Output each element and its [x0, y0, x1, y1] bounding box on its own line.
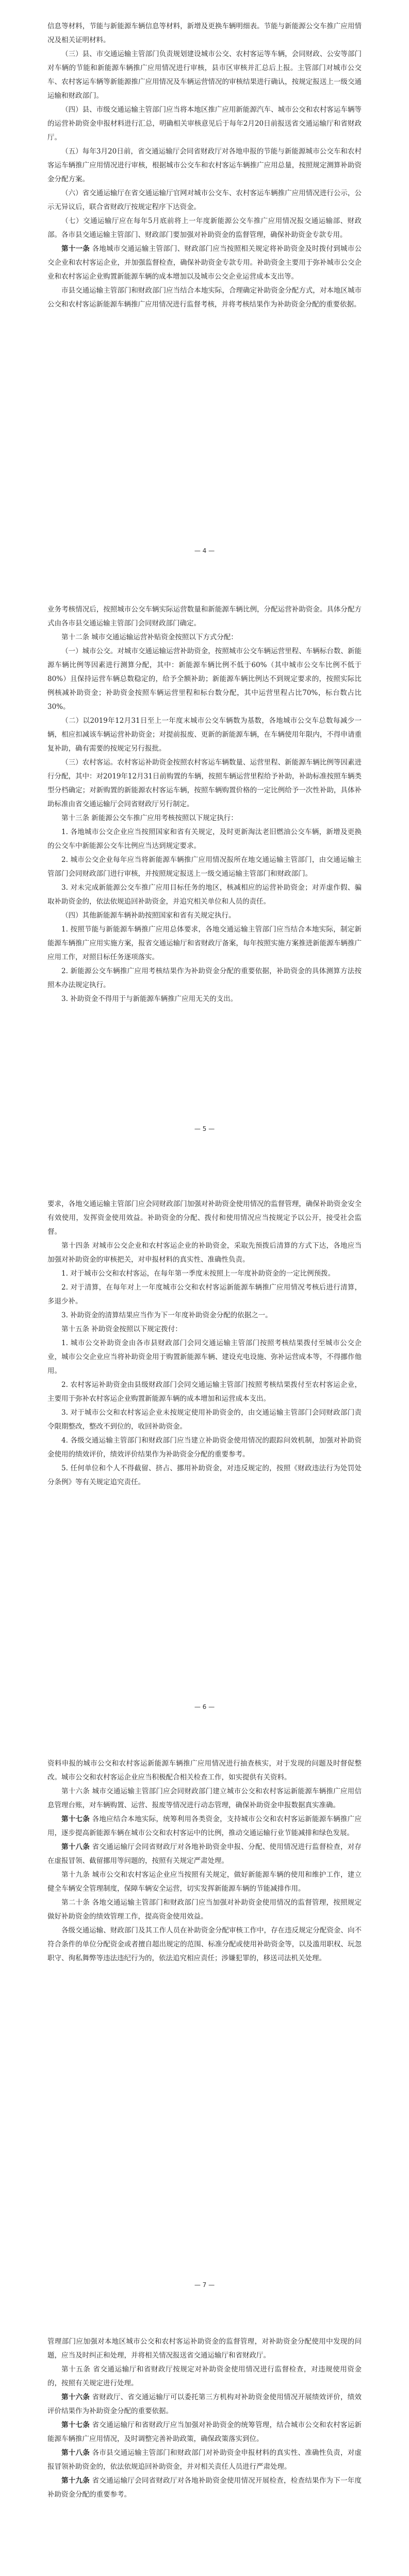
- paragraph: 第十三条 新能源公交车推广应用考核按照以下规定执行：: [61, 814, 238, 822]
- paragraph: 业务考核情况后，按照城市公交车辆实际运营数量和新能源车辆比例，分配运营补助资金。具体分配方式由各市县交通运输主管部门会同财政部门确定。: [47, 605, 362, 628]
- article-number: 第十九条: [61, 2477, 90, 2485]
- paragraph-text: 各地应结合本地实际，统筹利用各类资金，支持城市公交和农村客运新能源车辆推广应用，逐步提高新能源车辆在城市公交和农村客运中的比例，推动交通运输行业节能减排和绿色发展。: [47, 1815, 362, 1837]
- paragraph: 5. 任何单位和个人不得截留、挤占、挪用补助资金，对违反规定的，按照《财政违法行为处罚处分条例》等有关规定追究责任。: [47, 1464, 362, 1486]
- paragraph: 3. 对未完成新能源公交车推广应用目标任务的地区，核减相应的运营补助资金；对弄虚作假、骗取补助资金的，依法依规追回补助资金，并追究相关单位和人员的责任。: [47, 884, 362, 906]
- article-number: 第十八条: [61, 2449, 90, 2457]
- paragraph: 信息等材料，节能与新能源车辆信息等材料，新增及更换车辆明细表。节能与新能源公交车推广应用情况及相关证明材料。: [47, 22, 362, 44]
- paragraph: （四）县、市级交通运输主管部门应当将本地区推广应用新能源汽车、城市公交和农村客运车辆等的运营补助资金申报材料进行汇总，明确相关审核意见后于每年2月20日前报送省交通运输厅和省财政厅。: [47, 106, 362, 142]
- paragraph: （七）交通运输厅应在每年5月底前将上一年度新能源公交车推广应用情况报交通运输部、财政部。各市县交通运输主管部门、财政部门要加强对补助资金的监督管理，确保补助资金专款专用。: [47, 217, 362, 239]
- paragraph: 2. 对于清算，在每年对上一年度城市公交和农村客运新能源车辆推广应用情况考核后进行清算，多退少补。: [47, 1283, 362, 1306]
- paragraph: 1. 各地城市公交企业应当按照国家和省有关规定，及时更新淘汰老旧燃油公交车辆，新增及更换的公交车中新能源公交车比例应当达到规定要求。: [47, 828, 362, 850]
- document-page-3: [0, 1156, 409, 1734]
- paragraph-text: 省交通运输厅和省财政厅应当加强对补助资金的统筹管理，结合城市公交和农村客运新能源车辆推广应用情况，及时调整完善补助政策，确保政策落实到位。: [47, 2421, 362, 2443]
- paragraph: 1. 对于城市公交和农村客运，在每年第一季度末按照上一年度补助资金的一定比例预拨。: [61, 1269, 335, 1278]
- paragraph: （五）每年3月20日前，省交通运输厅会同省财政厅对各地申报的节能与新能源城市公交车和农村客运车辆推广应用情况进行审核，根据城市公交车和农村客运车辆推广应用总量，按照规定测算补助资金分配方案。: [47, 147, 362, 183]
- paragraph: 要求，各地交通运输主管部门应会同财政部门加强对补助资金使用情况的监督管理，确保补助资金安全有效使用，发挥资金使用效益。补助资金的分配、拨付和使用情况应当按规定予以公开，接受社会监督。: [47, 1200, 362, 1236]
- page-1-text: [47, 20, 362, 312]
- paragraph: （四）其他新能源车辆补助按照国家和省有关规定执行。: [61, 911, 236, 920]
- paragraph: （二）以2019年12月31日至上一年度末城市公交车辆数为基数，各地城市公交车总数每减少一辆，相应扣减该车辆运营补助资金；对提前报废、更新的新能源车辆，在车辆使用年限内，不得申请重复补助，确有需要的按规定另行报批。: [47, 717, 362, 753]
- paragraph: 第十六条 城市交通运输主管部门应会同财政部门建立城市公交和农村客运新能源车辆推广应用信息管理台账，对车辆购置、运营、报废等情况进行动态管理，确保补助资金申报数据真实准确。: [47, 1787, 362, 1809]
- page-number: — 6 —: [194, 1703, 215, 1710]
- article-number: 第十七条: [61, 2421, 90, 2429]
- paragraph: 1. 城市公交补助资金由各市县财政部门会同交通运输主管部门按照考核结果拨付至城市公交企业，城市公交企业应当将补助资金用于购置新能源车辆、建设充电设施、弥补运营成本等，不得挪作他用。: [47, 1339, 362, 1375]
- paragraph: 4. 各级交通运输主管部门和财政部门应当建立补助资金使用情况的跟踪问效机制，加强对补助资金使用的绩效评价，绩效评价结果作为补助资金分配的重要参考。: [47, 1436, 362, 1459]
- page-4-text: [47, 1757, 362, 1965]
- paragraph-text: 省财政厅、省交通运输厅可以委托第三方机构对补助资金使用情况开展绩效评价，绩效评价结果作为补助资金分配的重要依据。: [47, 2393, 362, 2415]
- page-number: — 4 —: [194, 547, 215, 554]
- document-page-2: [0, 578, 409, 1156]
- paragraph: 资料申报的城市公交和农村客运新能源车辆推广应用情况进行抽查核实，对于发现的问题及时督促整改。城市公交和农村客运企业应当积极配合相关检查工作，如实提供有关资料。: [47, 1759, 362, 1782]
- article-number: 第十八条: [61, 1843, 90, 1851]
- paragraph: 3. 补助资金不得用于与新能源车辆推广应用无关的支出。: [61, 995, 238, 1003]
- page-3-text: [47, 1197, 362, 1489]
- paragraph: [47, 2418, 362, 2446]
- page-number: — 7 —: [194, 2281, 215, 2289]
- paragraph: 3. 对于城市公交和农村客运企业未按规定使用补助资金的，由交通运输主管部门会同财政部门责令限期整改，整改不到位的，收回补助资金。: [47, 1409, 362, 1431]
- paragraph: 2. 城市公交企业每年应当将新能源车辆推广应用情况报所在地交通运输主管部门，由交通运输主管部门会同财政部门进行审核，并按照规定报送上一级交通运输主管部门和财政部门。: [47, 856, 362, 878]
- paragraph: 第十五条 补助资金按照以下规定拨付：: [61, 1325, 182, 1333]
- paragraph: 管理部门应加强对本地区城市公交和农村客运补助资金的监督管理，对补助资金分配使用中发现的问题，应当及时纠正和处理，并将相关情况报送省交通运输厅和省财政厅。: [47, 2337, 362, 2360]
- paragraph: 3. 补助资金的清算结果应当作为下一年度补助资金分配的依据之一。: [61, 1311, 272, 1319]
- paragraph: [47, 1840, 362, 1868]
- paragraph: [47, 242, 362, 284]
- paragraph: [47, 1812, 362, 1840]
- paragraph: 第二十条 各地交通运输主管部门和财政部门应当加强对补助资金使用情况的监督管理，按照规定做好补助资金的绩效管理工作，提高资金使用效益。: [47, 1899, 362, 1921]
- paragraph: 第十九条 城市公交和农村客运企业应当按照有关规定，做好新能源车辆的使用和维护工作，建立健全车辆安全管理制度，保障车辆安全运营，切实发挥新能源车辆的节能减排作用。: [47, 1871, 362, 1893]
- paragraph: 1. 按照节能与新能源车辆推广应用总体要求，各地交通运输主管部门应当结合本地实际，制定新能源车辆推广应用实施方案，报省交通运输厅和省财政厅备案，每年按照实施方案推进新能源车辆推广应用工作，对照目标任务逐项落实。: [47, 925, 362, 961]
- paragraph: [47, 2446, 362, 2474]
- article-number: 第十一条: [61, 245, 90, 253]
- paragraph-text: 省交通运输厅会同省财政厅对各地补助资金使用情况开展检查，检查结果作为下一年度补助资金分配的重要参考。: [47, 2477, 362, 2499]
- page-number: — 5 —: [194, 1125, 215, 1132]
- article-number: 第十六条: [61, 2393, 90, 2401]
- paragraph-text: 省交通运输厅会同省财政厅对各地补助资金申报、分配、使用情况进行监督检查，对存在虚报冒领、截留挪用等问题的，按照有关规定严肃处理。: [47, 1843, 362, 1865]
- document-page-4: [0, 1734, 409, 2312]
- paragraph: （一）城市公交。对城市交通运输运营补助资金，按照城市公交车辆运营里程、车辆标台数、新能源车辆比例等因素进行测算分配，其中：新能源车辆比例不低于60%（其中城市公交车比例不低于80%）且保持运营车辆总数稳定的，给予全额补助；新能源车辆比例达不到规定要求的，按照实际比例核减补助资金；补助资金按照车辆运营里程和标台数分配，其中运营里程占比70%，标台数占比30%。: [47, 647, 362, 711]
- paragraph-text: 各市县交通运输主管部门和财政部门对补助资金申报材料的真实性、准确性负责，对虚报冒领补助资金的，依法依规追回补助资金，并对相关责任人员进行严肃处理。: [47, 2449, 362, 2471]
- paragraph: [47, 2391, 362, 2418]
- paragraph: 各级交通运输、财政部门及其工作人员在补助资金分配审核工作中，存在违反规定分配资金、向不符合条件的单位分配资金或者擅自超出规定的范围、标准分配或使用补助资金等，以及滥用职权、玩忽职守、徇私舞弊等违法违纪行为的，依法追究相应责任；涉嫌犯罪的，移送司法机关处理。: [47, 1926, 362, 1962]
- paragraph: 2. 农村客运补助资金由县级财政部门会同交通运输主管部门按照考核结果拨付至农村客运企业，主要用于弥补农村客运企业购置新能源车辆的成本增加和运营成本支出。: [47, 1381, 362, 1403]
- paragraph: 第十五条 省交通运输厅和省财政厅按规定对补助资金使用情况进行监督检查，对违规使用资金的，按照有关规定进行处理。: [47, 2365, 362, 2387]
- paragraph: （三）农村客运。农村客运补助资金按照农村客运车辆数量、运营里程、新能源车辆比例等因素进行分配，其中：对2019年12月31日前购置的车辆，按照车辆运营里程给予补助，补助标准按照车辆类型分档确定；对新购置的新能源农村客运车辆，按照车辆购置价格的一定比例给予一次性补助，具体补助标准由省交通运输厅会同省财政厅另行制定。: [47, 758, 362, 808]
- document-page-5: [0, 2312, 409, 2576]
- paragraph: 2. 新能源公交车辆推广应用考核结果作为补助资金分配的重要依据，补助资金的具体测算方法按照本办法规定执行。: [47, 967, 362, 989]
- paragraph: （六）省交通运输厅在省交通运输厅官网对城市公交车、农村客运车辆推广应用情况进行公示，公示无异议后，联合省财政厅按规定程序下达资金。: [47, 189, 362, 211]
- document-page-1: [0, 0, 409, 578]
- article-number: 第十七条: [61, 1815, 90, 1823]
- page-2-text: [47, 603, 362, 1006]
- paragraph: 第十二条 城市交通运输运营补贴资金按照以下方式分配：: [61, 633, 238, 641]
- page-5-text: [47, 2335, 362, 2502]
- paragraph: 市县交通运输主管部门和财政部门应当结合本地实际，合理确定补助资金分配方式，对本地区城市公交和农村客运新能源车辆推广应用情况进行监督考核，并将考核结果作为补助资金分配的重要依据。: [47, 286, 362, 309]
- paragraph-text: 各地城市交通运输主管部门、财政部门应当按照相关规定将补助资金及时拨付到城市公交企业和农村客运企业，并加强监督检查，确保补助资金专款专用。补助资金主要用于弥补城市公交企业和农村客运企业购置新能源车辆的成本增加以及城市公交企业运营成本支出等。: [47, 245, 362, 281]
- paragraph: （三）县、市交通运输主管部门负责规划建设城市公交、农村客运等车辆，会同财政、公安等部门对车辆的节能和新能源车辆推广应用情况进行审核，县市区审核并汇总后上报。主管部门对城市公交车、农村客运车辆等新能源推广应用情况及车辆运营情况的审核结果进行确认，按规定报送上一级交通运输和财政部门。: [47, 50, 362, 100]
- paragraph: 第十四条 对城市公交企业和农村客运企业的补助资金，采取先预拨后清算的方式下达，各地应当加强对补助资金的审核把关，对申报材料的真实性、准确性负责。: [47, 1242, 362, 1264]
- paragraph: [47, 2474, 362, 2502]
